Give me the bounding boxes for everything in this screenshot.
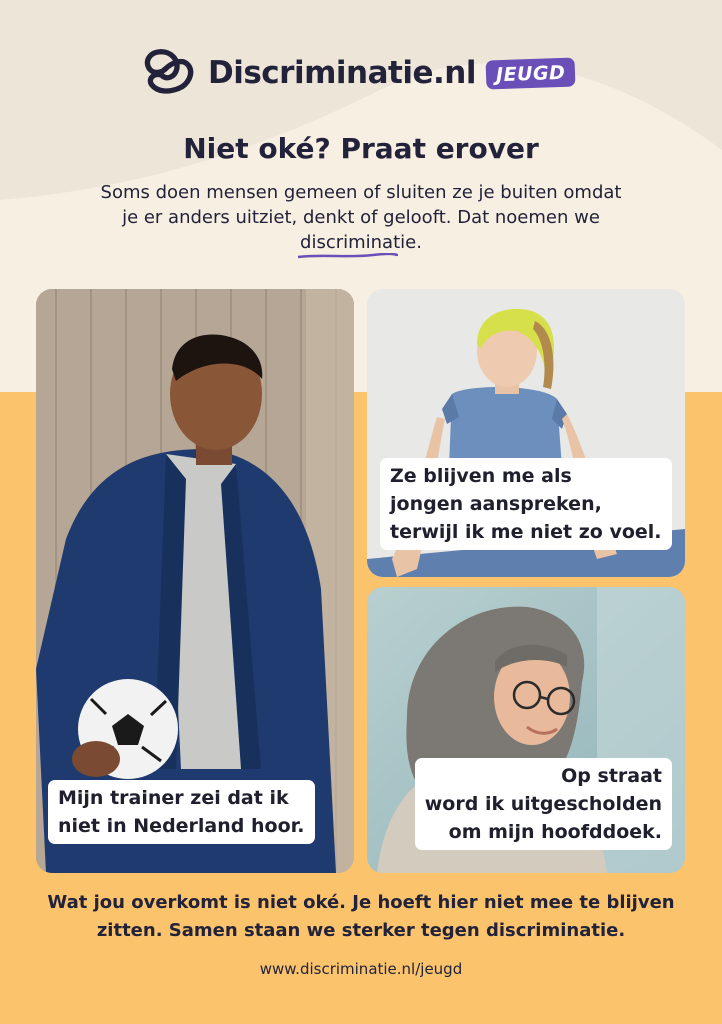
quote-line: jongen aanspreken, — [390, 493, 602, 515]
jeugd-badge: JEUGD — [485, 57, 575, 89]
quote-line: Op straat — [561, 765, 662, 787]
keyword-discriminatie — [300, 230, 416, 255]
keyword-text: discriminatie — [300, 232, 417, 253]
keyword-underline — [298, 253, 398, 259]
quote-line: Mijn trainer zei dat ik — [58, 787, 289, 809]
intro-lead: Soms doen mensen gemeen of sluiten ze je buiten omdat je er anders uitziet, denkt of gelooft. Dat noemen we — [100, 182, 622, 228]
page-title: Niet oké? Praat erover — [183, 132, 539, 165]
brand-logo[interactable] — [140, 44, 575, 102]
closing-message: Wat jou overkomt is niet oké. Je hoeft hier niet mee te blijven zitten. Samen staan we sterker tegen discriminatie. — [47, 892, 675, 941]
quote-line: Ze blijven me als — [390, 465, 572, 487]
quote-gender-identity — [380, 458, 672, 550]
intro-tail: . — [416, 232, 422, 253]
quote-line: word ik uitgescholden — [424, 793, 662, 815]
quote-hijab — [415, 758, 672, 850]
quote-line: om mijn hoofddoek. — [448, 821, 662, 843]
quote-line: niet in Nederland hoor. — [58, 815, 305, 837]
intro-text — [100, 180, 622, 255]
quote-football-trainer — [48, 780, 315, 844]
website-link[interactable]: www.discriminatie.nl/jeugd — [259, 960, 463, 978]
quote-line: terwijl ik me niet zo voel. — [390, 521, 662, 543]
brand-name: Discriminatie.nl — [208, 55, 476, 91]
knot-logo-icon — [140, 44, 198, 102]
